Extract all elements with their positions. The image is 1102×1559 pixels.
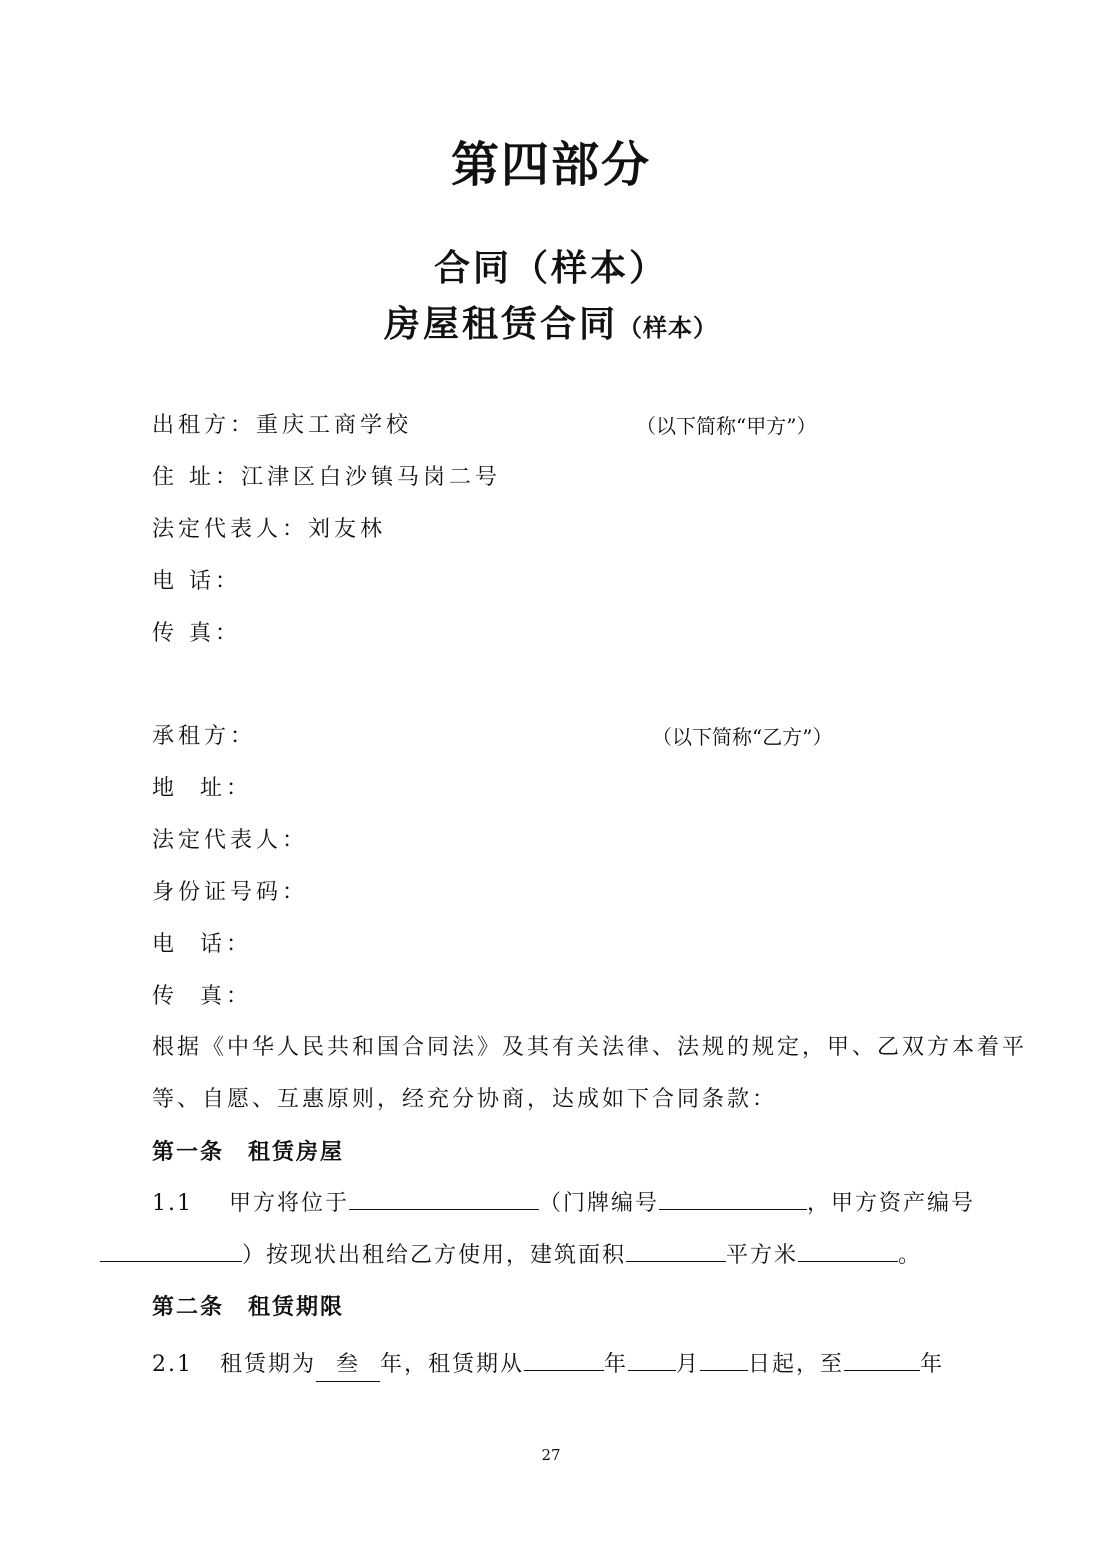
clause-2-1-text-2: 年，租赁期从 bbox=[380, 1352, 525, 1377]
lessor-name-label: 出租方： bbox=[152, 413, 257, 438]
lessor-legal-rep-line bbox=[152, 514, 386, 546]
start-year-blank[interactable] bbox=[524, 1344, 604, 1371]
lessor-legal-rep-value: 刘友林 bbox=[308, 517, 387, 542]
article1-heading: 第一条 租赁房屋 bbox=[152, 1140, 345, 1165]
start-month-blank[interactable] bbox=[628, 1344, 676, 1371]
lessor-fax-label: 传 真： bbox=[152, 621, 241, 646]
clause-1-1-text-2: （门牌编号 bbox=[539, 1191, 660, 1216]
page-number: 27 bbox=[541, 1446, 561, 1464]
part-title: 第四部分 bbox=[450, 137, 651, 193]
lessee-name-label: 承租方： bbox=[152, 724, 257, 749]
location-blank[interactable] bbox=[349, 1183, 539, 1210]
rental-title-main: 房屋租赁合同 bbox=[383, 304, 618, 345]
lessor-phone-label: 电 话： bbox=[152, 569, 241, 594]
clause-1-1-number: 1.1 bbox=[152, 1191, 193, 1216]
clause-2-1-text-1: 租赁期为 bbox=[219, 1352, 316, 1377]
lessor-legal-rep-label: 法定代表人： bbox=[152, 517, 309, 542]
lessor-alias: （以下简称“甲方”） bbox=[636, 414, 817, 438]
end-year-blank[interactable] bbox=[844, 1344, 920, 1371]
lessee-id-label: 身份证号码： bbox=[152, 880, 309, 905]
clause-1-1-text-3: ，甲方资产编号 bbox=[807, 1191, 976, 1216]
lessee-legal-rep-label: 法定代表人： bbox=[152, 828, 309, 853]
rental-title-suffix: （样本） bbox=[618, 314, 718, 342]
clause-1-1-text-4: ）按现状出租给乙方使用，建筑面积 bbox=[242, 1243, 627, 1268]
lessor-name-value: 重庆工商学校 bbox=[256, 413, 413, 438]
clause-1-1-text-5: 平方米 bbox=[726, 1243, 799, 1268]
clause-2-1-number: 2.1 bbox=[152, 1352, 193, 1377]
lessor-address-line bbox=[152, 462, 501, 494]
start-day-blank[interactable] bbox=[700, 1344, 748, 1371]
lessor-address-label: 住 址： bbox=[152, 465, 241, 490]
lessor-name-line bbox=[152, 410, 412, 442]
lessee-address-label: 地 址： bbox=[152, 776, 252, 801]
lessee-fax-label: 传 真： bbox=[152, 984, 252, 1009]
clause-2-1-end-year-label: 年 bbox=[920, 1352, 945, 1377]
article1-clause bbox=[100, 1178, 1002, 1282]
area-blank[interactable] bbox=[626, 1235, 726, 1262]
preamble-paragraph: 根据《中华人民共和国合同法》及其有关法律、法规的规定，甲、乙双方本着平等、自愿、互惠原则，经充分协商，达成如下合同条款： bbox=[152, 1035, 1028, 1112]
extra-blank[interactable] bbox=[798, 1235, 898, 1262]
rental-contract-title bbox=[0, 296, 1102, 347]
door-number-blank[interactable] bbox=[659, 1183, 807, 1210]
clause-1-1-text-6: 。 bbox=[898, 1243, 923, 1268]
clause-2-1-year-label: 年 bbox=[604, 1352, 629, 1377]
lessor-address-value: 江津区白沙镇马岗二号 bbox=[241, 465, 502, 490]
lease-term-value[interactable]: 叁 bbox=[316, 1349, 380, 1382]
contract-title: 合同（样本） bbox=[433, 248, 668, 289]
article2-clause bbox=[152, 1344, 944, 1382]
lessee-alias: （以下简称“乙方”） bbox=[652, 725, 833, 749]
clause-2-1-month-label: 月 bbox=[676, 1352, 701, 1377]
article2-heading: 第二条 租赁期限 bbox=[152, 1295, 345, 1320]
asset-number-blank[interactable] bbox=[100, 1235, 242, 1262]
lessee-phone-label: 电 话： bbox=[152, 932, 252, 957]
clause-1-1-text-1: 甲方将位于 bbox=[228, 1191, 349, 1216]
clause-2-1-day-label: 日起，至 bbox=[748, 1352, 845, 1377]
